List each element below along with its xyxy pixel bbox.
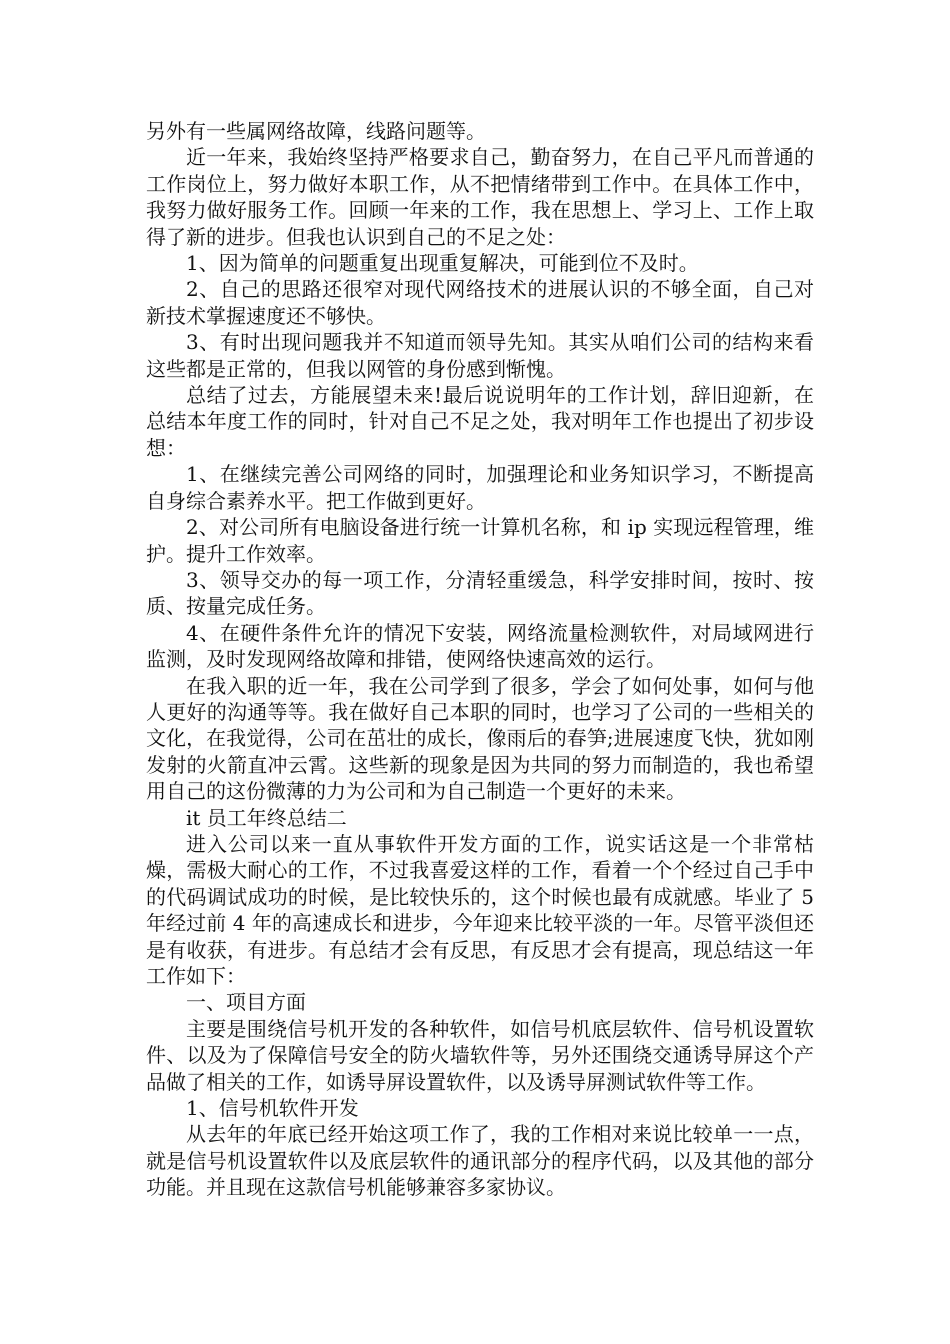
list-item: 4、在硬件条件允许的情况下安装，网络流量检测软件，对局域网进行监测，及时发现网络故障和排错，使网络快速高效的运行。 xyxy=(146,620,814,672)
list-item: 2、自己的思路还很窄对现代网络技术的进展认识的不够全面，自己对新技术掌握速度还不够快。 xyxy=(146,277,814,328)
list-item: 2、对公司所有电脑设备进行统一计算机名称，和 ip 实现远程管理，维护。提升工作效率。 xyxy=(146,515,814,566)
list-item: 1、在继续完善公司网络的同时，加强理论和业务知识学习，不断提高自身综合素养水平。把工作做到更好。 xyxy=(146,462,814,513)
paragraph: 主要是围绕信号机开发的各种软件，如信号机底层软件、信号机设置软件、以及为了保障信号安全的防火墙软件等，另外还围绕交通诱导屏这个产品做了相关的工作，如诱导屏设置软件，以及诱导屏测试软件等工作。 xyxy=(146,1016,814,1094)
list-item: 3、领导交办的每一项工作，分清轻重缓急，科学安排时间，按时、按质、按量完成任务。 xyxy=(146,567,814,619)
section-heading: it 员工年终总结二 xyxy=(186,805,347,830)
list-item: 1、因为简单的问题重复出现重复解决，可能到位不及时。 xyxy=(186,251,699,276)
list-item: 3、有时出现问题我并不知道而领导先知。其实从咱们公司的结构来看这些都是正常的，但我以网管的身份感到惭愧。 xyxy=(146,330,814,381)
paragraph: 在我入职的近一年，我在公司学到了很多，学会了如何处事，如何与他人更好的沟通等等。我在做好自己本职的同时，也学习了公司的一些相关的文化，在我觉得，公司在茁壮的成长，像雨后的春笋;进展速度飞快，犹如刚发射的火箭直冲云霄。这些新的现象是因为共同的努力而制造的，我也希望用自己的这份微薄的力为公司和为自己制造一个更好的未来。 xyxy=(146,673,814,804)
document-body xyxy=(146,118,814,1201)
paragraph: 进入公司以来一直从事软件开发方面的工作，说实话这是一个非常枯燥，需极大耐心的工作，不过我喜爱这样的工作，看着一个个经过自己手中的代码调试成功的时候，是比较快乐的，这个时候也最有成就感。毕业了 5 年经过前 4 年的高速成长和进步，今年迎来比较平淡的一年。尽管平淡但还是有收获，有进步。有总结才会有反思，有反思才会有提高，现总结这一年工作如下： xyxy=(146,831,814,988)
paragraph: 近一年来，我始终坚持严格要求自己，勤奋努力，在自己平凡而普通的工作岗位上，努力做好本职工作，从不把情绪带到工作中。在具体工作中，我努力做好服务工作。回顾一年来的工作，我在思想上、学习上、工作上取得了新的进步。但我也认识到自己的不足之处： xyxy=(146,145,814,249)
paragraph: 另外有一些属网络故障，线路问题等。 xyxy=(146,119,486,143)
paragraph: 从去年的年底已经开始这项工作了，我的工作相对来说比较单一一点，就是信号机设置软件以及底层软件的通讯部分的程序代码，以及其他的部分功能。并且现在这款信号机能够兼容多家协议。 xyxy=(146,1122,814,1200)
subsection-heading: 1、信号机软件开发 xyxy=(186,1096,359,1121)
section-heading: 一、项目方面 xyxy=(186,990,306,1015)
paragraph: 总结了过去，方能展望未来!最后说说明年的工作计划，辞旧迎新，在总结本年度工作的同时，针对自己不足之处，我对明年工作也提出了初步设想： xyxy=(146,383,814,460)
